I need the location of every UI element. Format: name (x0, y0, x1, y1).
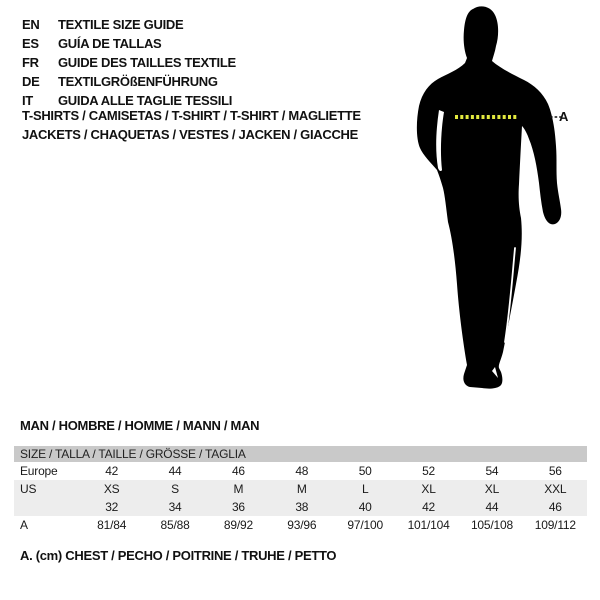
language-title: TEXTILE SIZE GUIDE (58, 17, 184, 32)
row-label: A (20, 518, 28, 532)
table-cell: 48 (295, 464, 309, 478)
language-row-fr (22, 53, 236, 72)
table-cell: 101/104 (407, 518, 450, 532)
table-cell: 36 (231, 500, 245, 514)
table-row-us-numeric (14, 498, 587, 516)
language-title: TEXTILGRÖßENFÜHRUNG (58, 74, 218, 89)
table-cell: M (233, 482, 244, 496)
language-code: IT (22, 93, 33, 108)
man-silhouette-figure (390, 0, 600, 420)
table-row-us-letter (14, 480, 587, 498)
size-table-header: SIZE / TALLA / TAILLE / GRÖSSE / TAGLIA (14, 446, 587, 462)
table-cell: 42 (105, 464, 119, 478)
table-cell: 52 (422, 464, 436, 478)
table-cell: XXL (544, 482, 567, 496)
table-cell: 81/84 (97, 518, 127, 532)
table-cell: 109/112 (534, 518, 576, 532)
table-cell: 32 (105, 500, 119, 514)
language-code: DE (22, 74, 40, 89)
language-title: GUIDE DES TAILLES TEXTILE (58, 55, 236, 70)
category-tshirts: T-SHIRTS / CAMISETAS / T-SHIRT / T-SHIRT / MAGLIETTE (22, 108, 361, 123)
row-label: US (20, 482, 37, 496)
language-row-de (22, 72, 236, 91)
table-cell: 89/92 (223, 518, 253, 532)
category-jackets: JACKETS / CHAQUETAS / VESTES / JACKEN / GIACCHE (22, 127, 358, 142)
table-cell: 56 (548, 464, 562, 478)
measurement-footnote: A. (cm) CHEST / PECHO / POITRINE / TRUHE / PETTO (20, 548, 337, 563)
table-cell: 54 (485, 464, 499, 478)
table-cell: 46 (548, 500, 562, 514)
language-code: FR (22, 55, 39, 70)
table-cell: 38 (295, 500, 309, 514)
table-cell: L (361, 482, 369, 496)
garment-categories (22, 106, 361, 144)
language-code: EN (22, 17, 40, 32)
language-title: GUÍA DE TALLAS (58, 36, 162, 51)
table-cell: XS (103, 482, 120, 496)
table-cell: 50 (358, 464, 372, 478)
table-cell: 46 (231, 464, 245, 478)
table-cell: S (171, 482, 179, 496)
size-table (14, 446, 587, 534)
table-cell: 85/88 (160, 518, 190, 532)
table-cell: 105/108 (470, 518, 513, 532)
language-row-es (22, 34, 236, 53)
language-code: ES (22, 36, 39, 51)
table-cell: 44 (485, 500, 499, 514)
language-row-en (22, 15, 236, 34)
table-cell: 40 (358, 500, 372, 514)
measure-label-a: A (559, 109, 569, 124)
table-row-europe (14, 462, 587, 480)
table-cell: XL (484, 482, 500, 496)
man-silhouette (417, 6, 561, 388)
table-row-chest-cm (14, 516, 587, 534)
language-title: GUIDA ALLE TAGLIE TESSILI (58, 93, 233, 108)
table-cell: M (296, 482, 307, 496)
table-cell: 44 (168, 464, 182, 478)
language-list (22, 15, 236, 110)
row-label: Europe (20, 464, 58, 478)
table-cell: XL (421, 482, 436, 496)
section-title-man: MAN / HOMBRE / HOMME / MANN / MAN (20, 418, 260, 433)
table-cell: 34 (168, 500, 182, 514)
table-cell: 42 (422, 500, 436, 514)
table-cell: 93/96 (287, 518, 317, 532)
table-cell: 97/100 (347, 518, 383, 532)
